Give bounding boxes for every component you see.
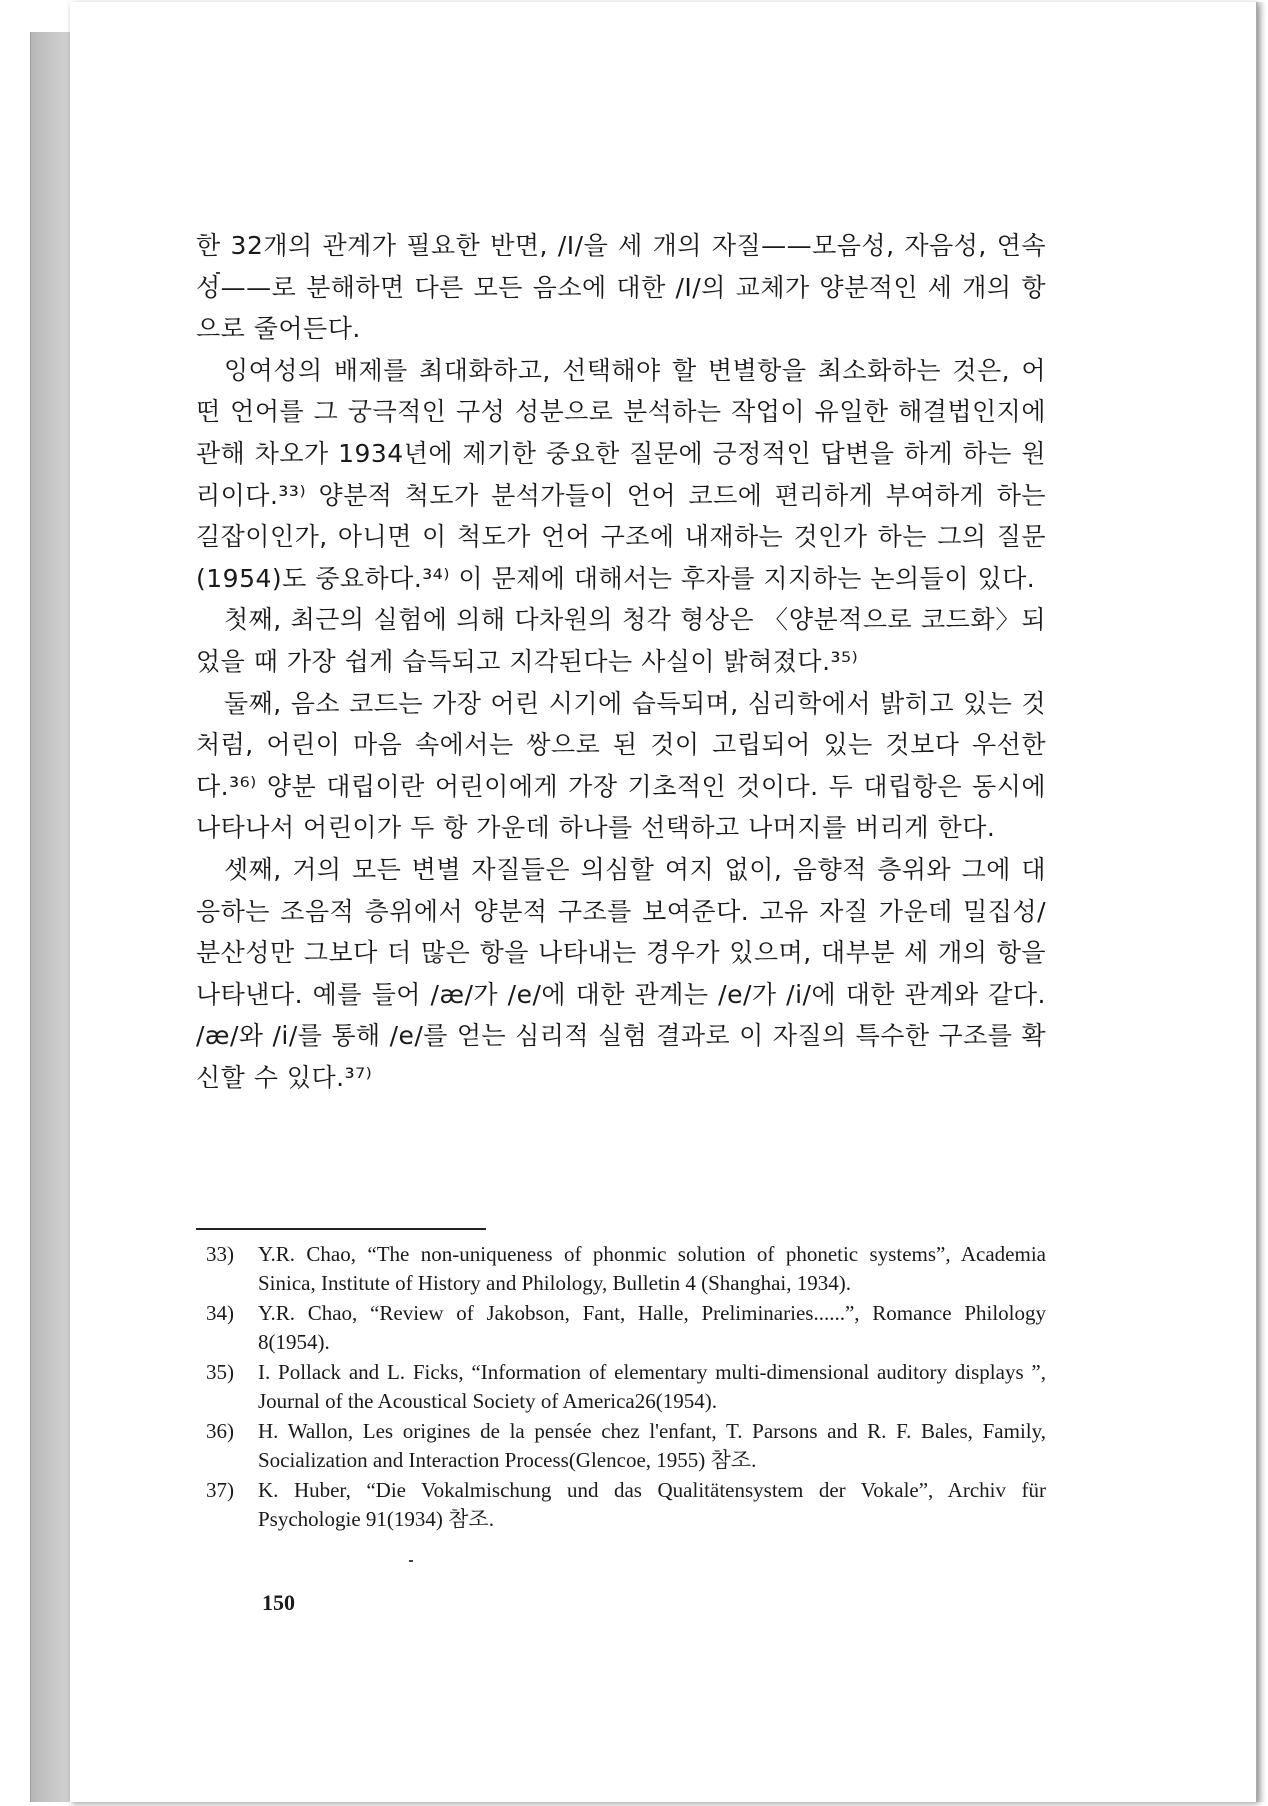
footnote-33 (196, 1240, 1046, 1297)
footnotes (196, 1228, 1046, 1535)
footnote-text: Y.R. Chao, “The non-uniqueness of phonmic solution of phonetic systems”, Academia Sinica, Institute of History and Philology, Bulletin 4 (Shanghai, 1934). (258, 1242, 1046, 1295)
footnote-number: 36) (206, 1419, 234, 1443)
paragraph-3: 첫째, 최근의 실험에 의해 다차원의 청각 형상은 〈양분적으로 코드화〉되었을 때 가장 쉽게 습득되고 지각된다는 사실이 밝혀졌다.³⁵⁾ (196, 605, 1046, 676)
footnote-number: 37) (206, 1478, 234, 1502)
footnote-text: I. Pollack and L. Ficks, “Information of elementary multi-dimensional auditory displays ”, Journal of the Acoustical Society of America26(1954). (258, 1360, 1046, 1413)
paragraph-5: 셋째, 거의 모든 변별 자질들은 의심할 여지 없이, 음향적 층위와 그에 대응하는 조음적 층위에서 양분적 구조를 보여준다. 고유 자질 가운데 밀집성/분산성만 그보다 더 많은 항을 나타내는 경우가 있으며, 대부분 세 개의 항을 나타낸다. 예를 들어 /æ/가 /e/에 대한 관계는 /e/가 /i/에 대한 관계와 같다. /æ/와 /i/를 통해 /e/를 얻는 심리적 실험 결과로 이 자질의 특수한 구조를 확신할 수 있다.³⁷⁾ (196, 854, 1046, 1092)
footnote-number: 33) (206, 1242, 234, 1266)
page-number: 150 (262, 1590, 295, 1615)
page-edge-shadow (1256, 2, 1266, 1802)
footnote-number: 35) (206, 1360, 234, 1384)
footnote-rule (196, 1228, 486, 1230)
print-speck (409, 1560, 413, 1562)
paragraph-2: 잉여성의 배제를 최대화하고, 선택해야 할 변별항을 최소화하는 것은, 어떤 언어를 그 궁극적인 구성 성분으로 분석하는 작업이 유일한 해결법인지에 관해 차오가 1934년에 제기한 중요한 질문에 긍정적인 답변을 하게 하는 원리이다.³³⁾ 양분적 척도가 분석가들이 언어 코드에 편리하게 부여하게 하는 길잡이인가, 아니면 이 척도가 언어 구조에 내재하는 것인가 하는 그의 질문(1954)도 중요하다.³⁴⁾ 이 문제에 대해서는 후자를 지지하는 논의들이 있다. (196, 355, 1046, 593)
paragraph-4: 둘째, 음소 코드는 가장 어린 시기에 습득되며, 심리학에서 밝히고 있는 것처럼, 어린이 마음 속에서는 쌍으로 된 것이 고립되어 있는 것보다 우선한다.³⁶⁾ 양분 대립이란 어린이에게 가장 기초적인 것이다. 두 대립항은 동시에 나타나서 어린이가 두 항 가운데 하나를 선택하고 나머지를 버리게 한다. (196, 688, 1046, 843)
footnote-37 (196, 1476, 1046, 1533)
book-spine (30, 32, 71, 1802)
paragraph-1: 한 32개의 관계가 필요한 반면, /I/을 세 개의 자질——모음성, 자음성, 연속성——로 분해하면 다른 모든 음소에 대한 /I/의 교체가 양분적인 세 개의 항으로 줄어든다. (196, 231, 1046, 344)
footnote-text: H. Wallon, Les origines de la pensée chez l'enfant, T. Parsons and R. F. Bales, Family, Socialization and Interaction Process(Glencoe, 1955) 참조. (258, 1419, 1046, 1472)
footnote-text: K. Huber, “Die Vokalmischung und das Qualitätensystem der Vokale”, Archiv für Psychologie 91(1934) 참조. (258, 1478, 1046, 1531)
footnote-34 (196, 1299, 1046, 1356)
body-text (196, 225, 1046, 1098)
footnote-35 (196, 1358, 1046, 1415)
footnote-36 (196, 1417, 1046, 1474)
footnote-number: 34) (206, 1301, 234, 1325)
footnote-text: Y.R. Chao, “Review of Jakobson, Fant, Halle, Preliminaries......”, Romance Philology 8(1954). (258, 1301, 1046, 1354)
